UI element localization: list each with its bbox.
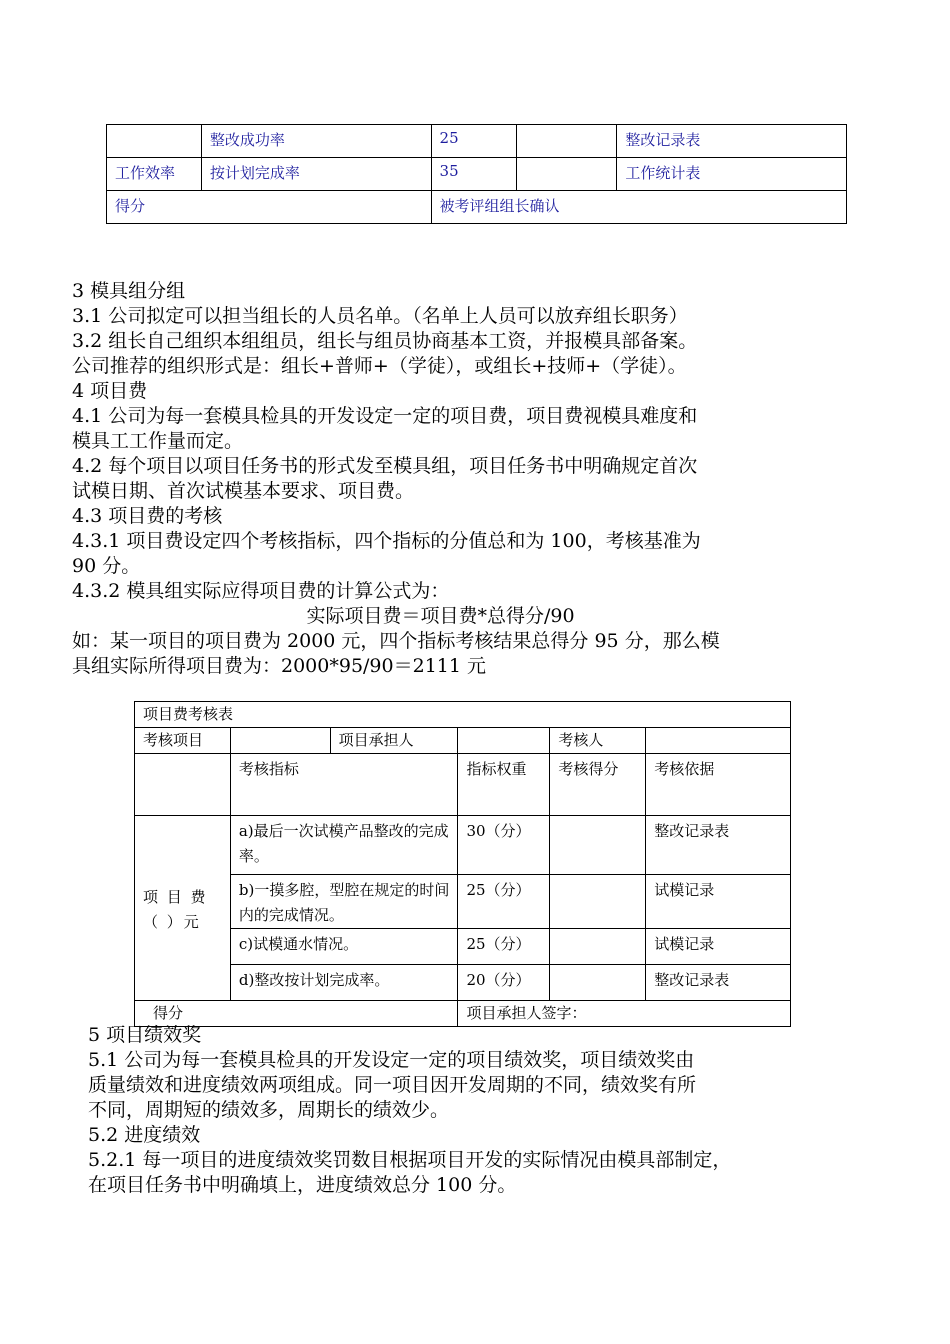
table-cell: d)整改按计划完成率。 — [230, 965, 458, 1001]
table-cell: 35 — [431, 158, 517, 191]
table-cell: 考核得分 — [550, 754, 646, 816]
table-cell: 工作统计表 — [617, 158, 847, 191]
table-cell — [458, 728, 550, 754]
table-row — [107, 158, 847, 191]
paragraph: 3.2 组长自己组织本组组员，组长与组员协商基本工资，并报模具部备案。 — [72, 330, 698, 352]
subsection-heading: 5.2 进度绩效 — [88, 1124, 201, 1146]
table-cell: 项 目 费（ ）元 — [135, 816, 231, 1001]
table-row — [135, 1001, 791, 1027]
table-cell: 项目承担人 — [330, 728, 458, 754]
table-cell — [135, 754, 231, 816]
table-cell — [230, 728, 330, 754]
table-cell: 整改成功率 — [201, 125, 431, 158]
paragraph: 5.1 公司为每一套模具检具的开发设定一定的项目绩效奖，项目绩效奖由 — [88, 1049, 695, 1071]
table-cell: 指标权重 — [458, 754, 550, 816]
table-cell — [646, 728, 791, 754]
paragraph: 3.1 公司拟定可以担当组长的人员名单。（名单上人员可以放弃组长职务） — [72, 305, 688, 327]
table-title: 项目费考核表 — [135, 702, 791, 728]
table-cell: 考核指标 — [230, 754, 458, 816]
paragraph: 不同，周期短的绩效多，周期长的绩效少。 — [88, 1099, 450, 1121]
paragraph: 4.2 每个项目以项目任务书的形式发至模具组，项目任务书中明确规定首次 — [72, 455, 698, 477]
table-cell: 得分 — [107, 191, 432, 224]
paragraph: 90 分。 — [72, 555, 141, 577]
formula: 实际项目费＝项目费*总得分/90 — [306, 605, 575, 627]
table-cell: 考核项目 — [135, 728, 231, 754]
table-row — [135, 965, 791, 1001]
table-cell: 整改记录表 — [646, 816, 791, 875]
table-row — [135, 929, 791, 965]
table-cell: 项目承担人签字： — [458, 1001, 791, 1027]
paragraph: 4.3.1 项目费设定四个考核指标，四个指标的分值总和为 100，考核基准为 — [72, 530, 701, 552]
table-cell: a)最后一次试模产品整改的完成率。 — [230, 816, 458, 875]
table-cell: 整改记录表 — [617, 125, 847, 158]
table-row — [135, 728, 791, 754]
table-row — [107, 191, 847, 224]
paragraph: 模具工工作量而定。 — [72, 430, 244, 452]
table-cell: 工作效率 — [107, 158, 202, 191]
table-cell: 考核人 — [550, 728, 646, 754]
table-cell: 试模记录 — [646, 929, 791, 965]
table-cell: 被考评组组长确认 — [431, 191, 846, 224]
paragraph: 质量绩效和进度绩效两项组成。同一项目因开发周期的不同，绩效奖有所 — [88, 1074, 697, 1096]
project-fee-table — [134, 701, 791, 1027]
table-row — [135, 816, 791, 875]
table-cell: 试模记录 — [646, 875, 791, 929]
table-cell — [107, 125, 202, 158]
paragraph: 4.3.2 模具组实际应得项目费的计算公式为： — [72, 580, 450, 602]
table-cell — [550, 965, 646, 1001]
section-heading: 4 项目费 — [72, 380, 148, 402]
table-cell: 25 — [431, 125, 517, 158]
table-cell — [517, 125, 617, 158]
table-cell: 得分 — [135, 1001, 458, 1027]
table-row — [135, 875, 791, 929]
paragraph: 5.2.1 每一项目的进度绩效奖罚数目根据项目开发的实际情况由模具部制定， — [88, 1149, 732, 1171]
paragraph: 如：某一项目的项目费为 2000 元，四个指标考核结果总得分 95 分，那么模 — [72, 630, 720, 652]
paragraph: 试模日期、首次试模基本要求、项目费。 — [72, 480, 415, 502]
paragraph: 公司推荐的组织形式是：组长+普师+（学徒），或组长+技师+（学徒）。 — [72, 355, 687, 377]
table-row — [135, 702, 791, 728]
table-cell — [550, 875, 646, 929]
paragraph: 4.1 公司为每一套模具检具的开发设定一定的项目费，项目费视模具难度和 — [72, 405, 698, 427]
subsection-heading: 4.3 项目费的考核 — [72, 505, 223, 527]
table-cell: b)一摸多腔，型腔在规定的时间内的完成情况。 — [230, 875, 458, 929]
table-cell: 整改记录表 — [646, 965, 791, 1001]
table-row — [107, 125, 847, 158]
table-cell: 按计划完成率 — [201, 158, 431, 191]
paragraph: 在项目任务书中明确填上，进度绩效总分 100 分。 — [88, 1174, 517, 1196]
table-cell: 25（分） — [458, 875, 550, 929]
paragraph: 具组实际所得项目费为：2000*95/90＝2111 元 — [72, 655, 487, 677]
kpi-table — [106, 124, 847, 224]
table-cell — [550, 929, 646, 965]
table-cell: 20（分） — [458, 965, 550, 1001]
table-cell: 考核依据 — [646, 754, 791, 816]
section-heading: 3 模具组分组 — [72, 280, 186, 302]
table-cell: c)试模通水情况。 — [230, 929, 458, 965]
section-heading: 5 项目绩效奖 — [88, 1024, 202, 1046]
table-cell: 25（分） — [458, 929, 550, 965]
table-cell — [517, 158, 617, 191]
table-cell: 30（分） — [458, 816, 550, 875]
table-cell — [550, 816, 646, 875]
table-row — [135, 754, 791, 816]
